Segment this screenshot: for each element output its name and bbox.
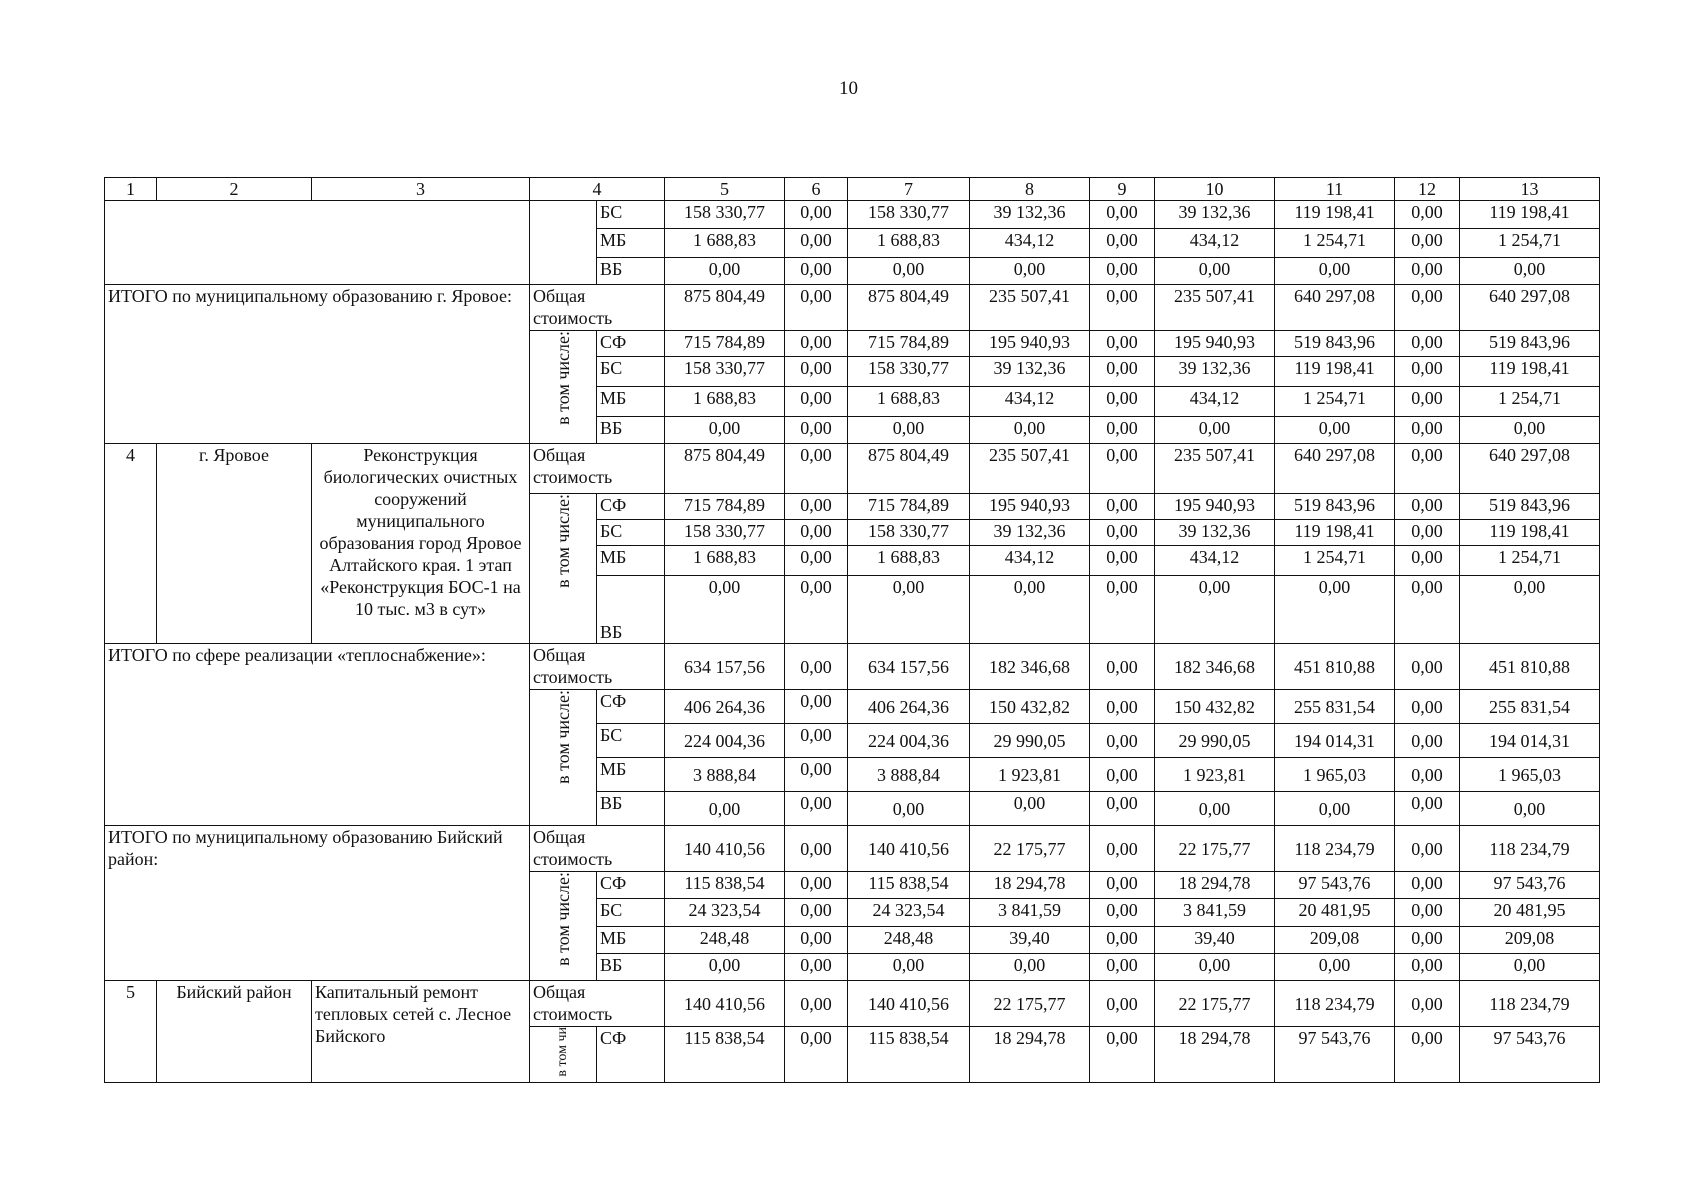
value-cell: 0,00 (848, 792, 970, 826)
value-cell: 451 810,88 (1460, 644, 1600, 690)
value-cell: 39 132,36 (1155, 520, 1275, 546)
value-cell: 519 843,96 (1275, 331, 1395, 357)
value-cell: 0,00 (785, 644, 848, 690)
value-cell: 0,00 (1395, 758, 1460, 792)
value-cell: 224 004,36 (665, 724, 785, 758)
value-cell: 0,00 (785, 576, 848, 644)
value-cell: 118 234,79 (1460, 826, 1600, 872)
value-cell: 0,00 (1090, 644, 1155, 690)
value-cell: 1 688,83 (665, 546, 785, 576)
value-cell: 195 940,93 (970, 494, 1090, 520)
item-place: г. Яровое (157, 444, 312, 644)
value-cell: 1 254,71 (1275, 546, 1395, 576)
value-cell: 0,00 (1460, 792, 1600, 826)
value-cell: 115 838,54 (848, 872, 970, 899)
value-cell: 0,00 (785, 494, 848, 520)
value-cell: 0,00 (1395, 690, 1460, 724)
value-cell: 434,12 (1155, 546, 1275, 576)
total-label: ИТОГО по муниципальному образованию Бийский район: (105, 826, 530, 981)
value-cell: 0,00 (1090, 546, 1155, 576)
value-cell: 0,00 (785, 285, 848, 331)
value-cell: 0,00 (1090, 724, 1155, 758)
value-cell: 3 888,84 (665, 758, 785, 792)
item-description: Реконструкция биологических очистных сооружений муниципального образования город Яровое Алтайского края. 1 этап «Реконструкция БОС-1 на 10 тыс. м3 в сут» (312, 444, 530, 644)
value-cell: 0,00 (1275, 576, 1395, 644)
value-cell: 29 990,05 (1155, 724, 1275, 758)
value-cell: 634 157,56 (848, 644, 970, 690)
value-cell: 1 688,83 (848, 229, 970, 258)
value-cell: 0,00 (1090, 792, 1155, 826)
fund-code: СФ (597, 872, 665, 899)
total-cost-label: Общая стоимость (530, 826, 665, 872)
value-cell: 0,00 (785, 546, 848, 576)
fund-code: ВБ (597, 417, 665, 444)
fund-code: СФ (597, 690, 665, 724)
value-cell: 3 888,84 (848, 758, 970, 792)
total-label: ИТОГО по сфере реализации «теплоснабжение»: (105, 644, 530, 826)
item-number: 4 (105, 444, 157, 644)
value-cell: 0,00 (1090, 826, 1155, 872)
item-place: Бийский район (157, 981, 312, 1083)
value-cell: 248,48 (665, 927, 785, 954)
value-cell: 0,00 (785, 872, 848, 899)
value-cell: 235 507,41 (1155, 285, 1275, 331)
value-cell: 0,00 (1395, 546, 1460, 576)
value-cell: 0,00 (785, 201, 848, 229)
value-cell: 158 330,77 (848, 201, 970, 229)
total-cost-label: Общая стоимость (530, 644, 665, 690)
table-row (105, 981, 1600, 1027)
value-cell: 18 294,78 (970, 1027, 1090, 1083)
value-cell: 0,00 (1395, 417, 1460, 444)
blank-cell (530, 201, 597, 285)
value-cell: 0,00 (848, 954, 970, 981)
value-cell: 0,00 (970, 576, 1090, 644)
value-cell: 0,00 (1155, 576, 1275, 644)
value-cell: 0,00 (785, 724, 848, 758)
value-cell: 140 410,56 (665, 826, 785, 872)
value-cell: 115 838,54 (848, 1027, 970, 1083)
value-cell: 640 297,08 (1275, 285, 1395, 331)
value-cell: 0,00 (1275, 954, 1395, 981)
header-cell: 11 (1275, 178, 1395, 201)
total-cost-label: Общая стоимость (530, 444, 665, 494)
value-cell: 715 784,89 (848, 494, 970, 520)
value-cell: 18 294,78 (1155, 872, 1275, 899)
value-cell: 18 294,78 (1155, 1027, 1275, 1083)
value-cell: 29 990,05 (970, 724, 1090, 758)
header-cell: 8 (970, 178, 1090, 201)
value-cell: 0,00 (1460, 954, 1600, 981)
value-cell: 0,00 (1155, 258, 1275, 285)
value-cell: 1 965,03 (1460, 758, 1600, 792)
value-cell: 0,00 (1090, 494, 1155, 520)
value-cell: 519 843,96 (1275, 494, 1395, 520)
header-cell: 6 (785, 178, 848, 201)
value-cell: 0,00 (1460, 576, 1600, 644)
value-cell: 0,00 (665, 258, 785, 285)
value-cell: 0,00 (785, 229, 848, 258)
value-cell: 0,00 (1395, 954, 1460, 981)
fund-code: БС (597, 357, 665, 387)
value-cell: 24 323,54 (848, 899, 970, 927)
value-cell: 1 688,83 (848, 546, 970, 576)
value-cell: 195 940,93 (1155, 494, 1275, 520)
fund-code: ВБ (597, 954, 665, 981)
value-cell: 0,00 (1090, 872, 1155, 899)
value-cell: 22 175,77 (970, 981, 1090, 1027)
value-cell: 0,00 (785, 520, 848, 546)
value-cell: 434,12 (1155, 229, 1275, 258)
value-cell: 97 543,76 (1460, 872, 1600, 899)
value-cell: 39 132,36 (970, 201, 1090, 229)
header-cell: 1 (105, 178, 157, 201)
value-cell: 875 804,49 (848, 285, 970, 331)
value-cell: 0,00 (1155, 792, 1275, 826)
header-cell: 9 (1090, 178, 1155, 201)
value-cell: 39 132,36 (970, 520, 1090, 546)
value-cell: 0,00 (970, 954, 1090, 981)
including-label (530, 494, 597, 644)
value-cell: 158 330,77 (665, 520, 785, 546)
fund-code: МБ (597, 758, 665, 792)
value-cell: 140 410,56 (848, 826, 970, 872)
value-cell: 0,00 (1090, 258, 1155, 285)
value-cell: 158 330,77 (848, 357, 970, 387)
value-cell: 195 940,93 (970, 331, 1090, 357)
value-cell: 39,40 (970, 927, 1090, 954)
fund-code: ВБ (597, 576, 665, 644)
fund-code: БС (597, 724, 665, 758)
value-cell: 0,00 (1395, 899, 1460, 927)
value-cell: 0,00 (1460, 417, 1600, 444)
value-cell: 115 838,54 (665, 1027, 785, 1083)
header-row (105, 178, 1600, 201)
value-cell: 434,12 (1155, 387, 1275, 417)
header-cell: 10 (1155, 178, 1275, 201)
value-cell: 0,00 (1090, 229, 1155, 258)
value-cell: 194 014,31 (1275, 724, 1395, 758)
value-cell: 119 198,41 (1275, 520, 1395, 546)
value-cell: 875 804,49 (665, 285, 785, 331)
value-cell: 1 688,83 (848, 387, 970, 417)
value-cell: 248,48 (848, 927, 970, 954)
value-cell: 0,00 (1395, 201, 1460, 229)
value-cell: 0,00 (1395, 644, 1460, 690)
value-cell: 0,00 (1090, 927, 1155, 954)
item-description: Капитальный ремонт тепловых сетей с. Лесное Бийского (312, 981, 530, 1083)
value-cell: 0,00 (1395, 1027, 1460, 1083)
fund-code: МБ (597, 546, 665, 576)
value-cell: 0,00 (1090, 417, 1155, 444)
fund-code: БС (597, 899, 665, 927)
value-cell: 158 330,77 (848, 520, 970, 546)
value-cell: 0,00 (1155, 954, 1275, 981)
fund-code: СФ (597, 331, 665, 357)
value-cell: 0,00 (1090, 1027, 1155, 1083)
value-cell: 20 481,95 (1460, 899, 1600, 927)
value-cell: 0,00 (665, 954, 785, 981)
table-row (105, 826, 1600, 872)
including-text: в том числе: (553, 872, 573, 966)
value-cell: 0,00 (1090, 758, 1155, 792)
value-cell: 0,00 (970, 792, 1090, 826)
value-cell: 0,00 (785, 387, 848, 417)
value-cell: 0,00 (785, 258, 848, 285)
value-cell: 434,12 (970, 387, 1090, 417)
value-cell: 0,00 (1395, 981, 1460, 1027)
value-cell: 150 432,82 (1155, 690, 1275, 724)
value-cell: 158 330,77 (665, 357, 785, 387)
value-cell: 118 234,79 (1460, 981, 1600, 1027)
value-cell: 39 132,36 (1155, 201, 1275, 229)
value-cell: 0,00 (785, 357, 848, 387)
value-cell: 39,40 (1155, 927, 1275, 954)
header-cell: 7 (848, 178, 970, 201)
value-cell: 0,00 (665, 792, 785, 826)
value-cell: 39 132,36 (970, 357, 1090, 387)
value-cell: 182 346,68 (1155, 644, 1275, 690)
value-cell: 0,00 (1395, 258, 1460, 285)
value-cell: 1 254,71 (1275, 229, 1395, 258)
fund-code: МБ (597, 229, 665, 258)
fund-code: ВБ (597, 258, 665, 285)
header-cell: 13 (1460, 178, 1600, 201)
value-cell: 115 838,54 (665, 872, 785, 899)
fund-code: БС (597, 520, 665, 546)
value-cell: 634 157,56 (665, 644, 785, 690)
value-cell: 0,00 (785, 690, 848, 724)
value-cell: 182 346,68 (970, 644, 1090, 690)
value-cell: 406 264,36 (848, 690, 970, 724)
value-cell: 0,00 (1275, 792, 1395, 826)
value-cell: 1 965,03 (1275, 758, 1395, 792)
value-cell: 0,00 (1090, 576, 1155, 644)
fund-code: МБ (597, 387, 665, 417)
including-text: в том чи (555, 1027, 570, 1077)
value-cell: 0,00 (1275, 258, 1395, 285)
value-cell: 0,00 (785, 899, 848, 927)
value-cell: 0,00 (1090, 954, 1155, 981)
value-cell: 0,00 (1275, 417, 1395, 444)
value-cell: 0,00 (785, 792, 848, 826)
value-cell: 119 198,41 (1275, 357, 1395, 387)
header-cell: 12 (1395, 178, 1460, 201)
table-row (105, 285, 1600, 331)
value-cell: 0,00 (1395, 494, 1460, 520)
fund-code: СФ (597, 1027, 665, 1083)
value-cell: 0,00 (1090, 981, 1155, 1027)
value-cell: 1 688,83 (665, 387, 785, 417)
header-cell: 2 (157, 178, 312, 201)
including-label (530, 690, 597, 826)
value-cell: 0,00 (1395, 387, 1460, 417)
value-cell: 0,00 (1460, 258, 1600, 285)
value-cell: 97 543,76 (1275, 872, 1395, 899)
fund-code: БС (597, 201, 665, 229)
value-cell: 0,00 (1395, 285, 1460, 331)
blank-cell (105, 201, 530, 285)
value-cell: 0,00 (1395, 331, 1460, 357)
value-cell: 119 198,41 (1460, 201, 1600, 229)
value-cell: 119 198,41 (1460, 520, 1600, 546)
value-cell: 140 410,56 (848, 981, 970, 1027)
value-cell: 3 841,59 (1155, 899, 1275, 927)
value-cell: 3 841,59 (970, 899, 1090, 927)
value-cell: 209,08 (1275, 927, 1395, 954)
value-cell: 451 810,88 (1275, 644, 1395, 690)
value-cell: 0,00 (665, 576, 785, 644)
table-row (105, 644, 1600, 690)
value-cell: 640 297,08 (1275, 444, 1395, 494)
including-text: в том числе: (553, 494, 573, 588)
value-cell: 119 198,41 (1275, 201, 1395, 229)
value-cell: 0,00 (1090, 387, 1155, 417)
value-cell: 875 804,49 (665, 444, 785, 494)
page-number: 10 (839, 78, 858, 99)
value-cell: 118 234,79 (1275, 981, 1395, 1027)
total-cost-label: Общая стоимость (530, 981, 665, 1027)
value-cell: 1 254,71 (1275, 387, 1395, 417)
value-cell: 519 843,96 (1460, 331, 1600, 357)
value-cell: 97 543,76 (1460, 1027, 1600, 1083)
value-cell: 0,00 (970, 417, 1090, 444)
value-cell: 158 330,77 (665, 201, 785, 229)
value-cell: 140 410,56 (665, 981, 785, 1027)
value-cell: 255 831,54 (1275, 690, 1395, 724)
value-cell: 0,00 (1090, 899, 1155, 927)
value-cell: 715 784,89 (848, 331, 970, 357)
value-cell: 1 254,71 (1460, 229, 1600, 258)
value-cell: 0,00 (1395, 576, 1460, 644)
value-cell: 0,00 (785, 981, 848, 1027)
value-cell: 0,00 (1090, 444, 1155, 494)
item-number: 5 (105, 981, 157, 1083)
value-cell: 118 234,79 (1275, 826, 1395, 872)
value-cell: 0,00 (1090, 285, 1155, 331)
fund-code: МБ (597, 927, 665, 954)
total-cost-label: Общая стоимость (530, 285, 665, 331)
value-cell: 235 507,41 (970, 444, 1090, 494)
value-cell: 715 784,89 (665, 331, 785, 357)
value-cell: 0,00 (1395, 826, 1460, 872)
value-cell: 119 198,41 (1460, 357, 1600, 387)
fund-code: ВБ (597, 792, 665, 826)
value-cell: 39 132,36 (1155, 357, 1275, 387)
value-cell: 235 507,41 (1155, 444, 1275, 494)
value-cell: 0,00 (785, 1027, 848, 1083)
value-cell: 0,00 (1090, 331, 1155, 357)
value-cell: 22 175,77 (970, 826, 1090, 872)
value-cell: 150 432,82 (970, 690, 1090, 724)
value-cell: 1 254,71 (1460, 546, 1600, 576)
value-cell: 224 004,36 (848, 724, 970, 758)
including-label (530, 872, 597, 981)
value-cell: 22 175,77 (1155, 826, 1275, 872)
value-cell: 0,00 (665, 417, 785, 444)
value-cell: 640 297,08 (1460, 285, 1600, 331)
including-label (530, 331, 597, 444)
value-cell: 640 297,08 (1460, 444, 1600, 494)
value-cell: 0,00 (1155, 417, 1275, 444)
value-cell: 97 543,76 (1275, 1027, 1395, 1083)
value-cell: 0,00 (1395, 724, 1460, 758)
including-label (530, 1027, 597, 1083)
value-cell: 195 940,93 (1155, 331, 1275, 357)
value-cell: 0,00 (785, 417, 848, 444)
value-cell: 0,00 (785, 331, 848, 357)
value-cell: 0,00 (848, 576, 970, 644)
table-row (105, 201, 1600, 229)
value-cell: 0,00 (785, 758, 848, 792)
value-cell: 18 294,78 (970, 872, 1090, 899)
value-cell: 0,00 (1395, 872, 1460, 899)
value-cell: 20 481,95 (1275, 899, 1395, 927)
fund-code: СФ (597, 494, 665, 520)
header-cell: 5 (665, 178, 785, 201)
value-cell: 0,00 (848, 258, 970, 285)
value-cell: 0,00 (1090, 520, 1155, 546)
value-cell: 209,08 (1460, 927, 1600, 954)
value-cell: 434,12 (970, 229, 1090, 258)
value-cell: 0,00 (970, 258, 1090, 285)
value-cell: 0,00 (1395, 927, 1460, 954)
value-cell: 0,00 (785, 444, 848, 494)
including-text: в том числе: (553, 331, 573, 425)
value-cell: 0,00 (785, 826, 848, 872)
value-cell: 0,00 (1090, 357, 1155, 387)
header-cell: 4 (530, 178, 665, 201)
value-cell: 434,12 (970, 546, 1090, 576)
value-cell: 235 507,41 (970, 285, 1090, 331)
value-cell: 715 784,89 (665, 494, 785, 520)
value-cell: 0,00 (1395, 444, 1460, 494)
value-cell: 194 014,31 (1460, 724, 1600, 758)
value-cell: 519 843,96 (1460, 494, 1600, 520)
value-cell: 0,00 (1395, 520, 1460, 546)
value-cell: 875 804,49 (848, 444, 970, 494)
value-cell: 22 175,77 (1155, 981, 1275, 1027)
value-cell: 0,00 (1395, 229, 1460, 258)
value-cell: 1 688,83 (665, 229, 785, 258)
value-cell: 0,00 (1090, 690, 1155, 724)
value-cell: 0,00 (848, 417, 970, 444)
budget-table (104, 177, 1600, 1083)
value-cell: 1 923,81 (1155, 758, 1275, 792)
value-cell: 0,00 (1395, 792, 1460, 826)
value-cell: 0,00 (1395, 357, 1460, 387)
value-cell: 0,00 (785, 954, 848, 981)
value-cell: 255 831,54 (1460, 690, 1600, 724)
total-label: ИТОГО по муниципальному образованию г. Яровое: (105, 285, 530, 444)
value-cell: 24 323,54 (665, 899, 785, 927)
table-row (105, 444, 1600, 494)
value-cell: 0,00 (785, 927, 848, 954)
value-cell: 406 264,36 (665, 690, 785, 724)
including-text: в том числе: (553, 690, 573, 784)
value-cell: 1 254,71 (1460, 387, 1600, 417)
header-cell: 3 (312, 178, 530, 201)
value-cell: 1 923,81 (970, 758, 1090, 792)
value-cell: 0,00 (1090, 201, 1155, 229)
